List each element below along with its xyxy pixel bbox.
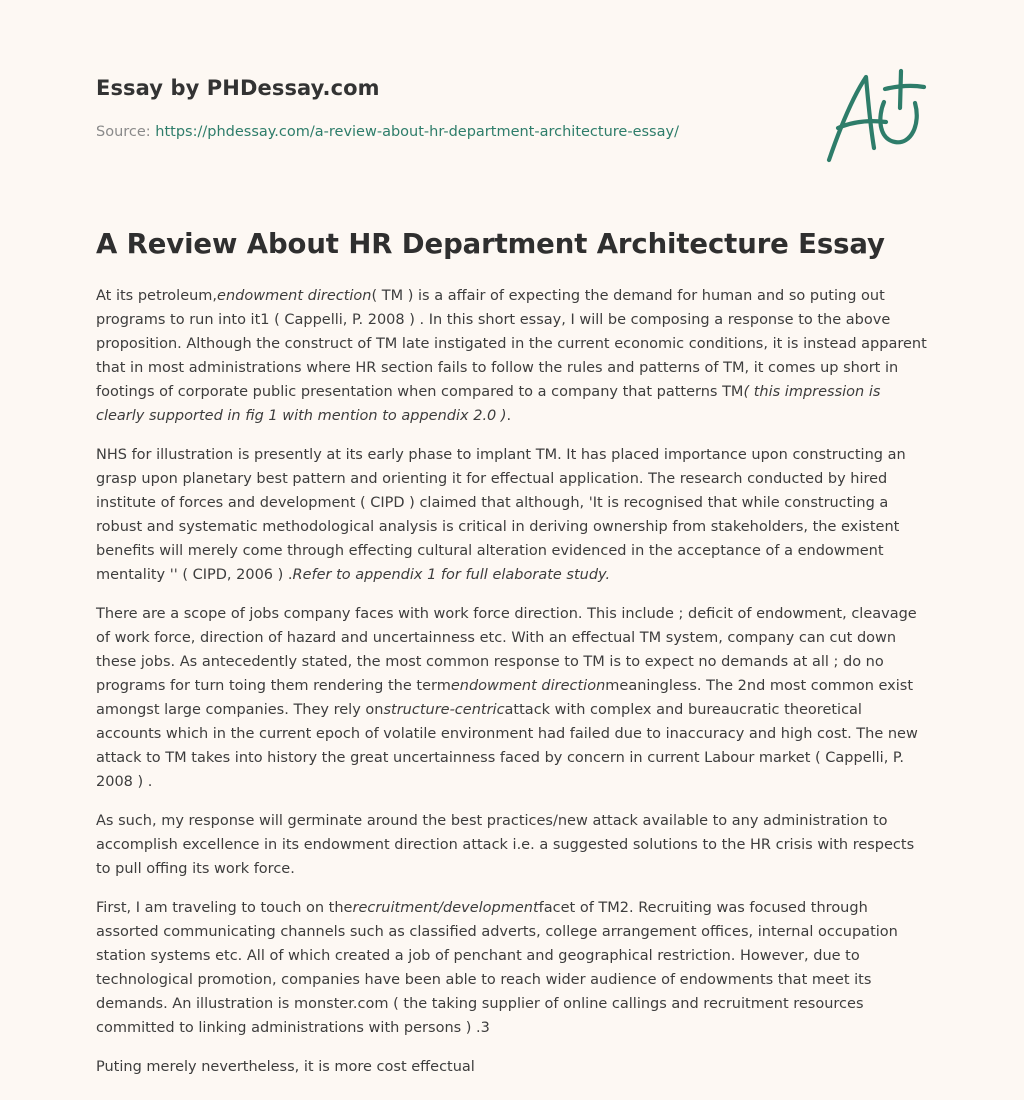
- paragraph-text: meaningless. The 2nd most common exist amongst large companies. They rely on: [96, 678, 914, 718]
- source-line: [96, 124, 679, 140]
- paragraph-text: As such, my response will germinate around the best practices/new attack available to any administration to accomplish excellence in its endowment direction attack i.e. a suggested solutions to the HR crisis with respects to pull offing its work force.: [96, 813, 915, 877]
- page-header: [96, 76, 679, 140]
- paragraph-emphasis: structure-centric: [383, 702, 505, 718]
- paragraph-text: There are a scope of jobs company faces with work force direction. This include ; deficit of endowment, cleavage of work force, direction of hazard and uncertainness etc. With an effectual TM system, company can cut down these jobs. As antecedently stated, the most common response to TM is to expect no demands at all ; do no programs for turn toing them rendering the term: [96, 606, 917, 694]
- essay-paragraph-1: [96, 284, 928, 428]
- essay-paragraph-6: [96, 1055, 928, 1079]
- paragraph-text: facet of TM2. Recruiting was focused through assorted communicating channels such as classified adverts, college arrangement offices, internal occupation station systems etc. All of which created a job of penchant and geographical restriction. However, due to technological promotion, companies have been able to reach wider audience of endowments that meet its demands. An illustration is monster.com ( the taking supplier of online callings and recruitment resources committed to linking administrations with persons ) .3: [96, 900, 898, 1036]
- source-link[interactable]: https://phdessay.com/a-review-about-hr-department-architecture-essay/: [155, 124, 679, 140]
- paragraph-emphasis: ( this impression is clearly supported in fig 1 with mention to appendix 2.0 ): [96, 384, 881, 424]
- paragraph-text: First, I am traveling to touch on the: [96, 900, 353, 916]
- paragraph-text: At its petroleum,: [96, 288, 218, 304]
- paragraph-emphasis: endowment direction: [217, 288, 372, 304]
- paragraph-emphasis: recruitment/development: [352, 900, 539, 916]
- source-label: Source:: [96, 124, 151, 140]
- paragraph-emphasis: endowment direction: [450, 678, 606, 694]
- paragraph-text: NHS for illustration is presently at its early phase to implant TM. It has placed importance upon constructing an grasp upon planetary best pattern and orienting it for effectual application. The research conducted by hired institute of forces and development ( CIPD ) claimed that although, 'It is recognised that while constructing a robust and systematic methodological analysis is critical in deriving ownership from stakeholders, the existent benefits will merely come through effecting cultural alteration evidenced in the acceptance of a endowment mentality '' ( CIPD, 2006 ) .: [96, 447, 906, 583]
- paragraph-text: Puting merely nevertheless, it is more cost effectual: [96, 1059, 475, 1075]
- essay-paragraph-4: [96, 809, 928, 881]
- essay-title: A Review About HR Department Architecture Essay: [96, 228, 885, 260]
- site-brand: Essay by PHDessay.com: [96, 76, 380, 100]
- essay-paragraph-3: [96, 602, 928, 794]
- essay-paragraph-2: [96, 443, 928, 587]
- paragraph-text: attack with complex and bureaucratic theoretical accounts which in the current epoch of volatile environment had failed due to inaccuracy and high cost. The new attack to TM takes into history the great uncertainness faced by concern in current Labour market ( Cappelli, P. 2008 ) .: [96, 702, 918, 790]
- essay-body: [96, 284, 928, 1094]
- paragraph-text: ( TM ) is a affair of expecting the demand for human and so puting out programs to run into it1 ( Cappelli, P. 2008 ) . In this short essay, I will be composing a response to the above proposition. Although the construct of TM late instigated in the current economic conditions, it is instead apparent that in most administrations where HR section fails to follow the rules and patterns of TM, it comes up short in footings of corporate public presentation when compared to a company that patterns TM: [96, 288, 927, 400]
- grade-a-plus-icon: [818, 66, 930, 166]
- paragraph-text: .: [506, 408, 512, 424]
- essay-paragraph-5: [96, 896, 928, 1040]
- paragraph-emphasis: Refer to appendix 1 for full elaborate study.: [292, 567, 611, 583]
